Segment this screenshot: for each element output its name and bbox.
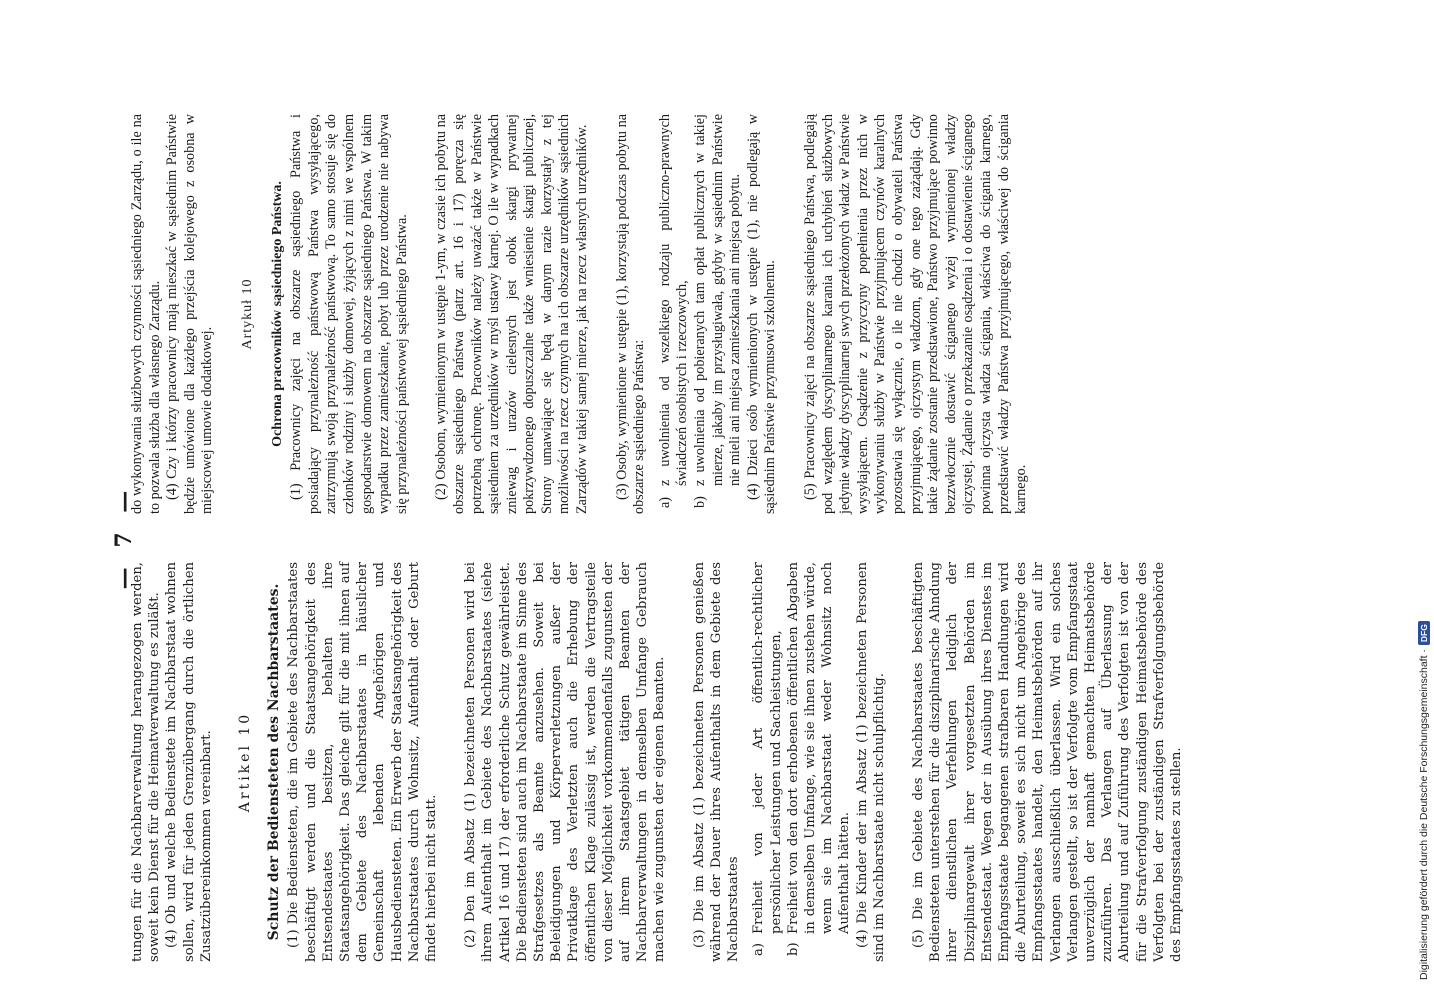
list-text: z uwolnienia od wszelkiego rodzaju publiczno-prawnych świadczeń osobistych i rzeczowych, [656,114,691,486]
list [657,114,745,514]
list-text: z uwolnienia od pobieranych tam opłat publicznych w takiej mierze, jakaby im przysługiwała, gdyby w sąsiednim Państwie nie mieli ani miejsca zamieszkania ani miejsca pobytu. [692,114,744,486]
list-marker: a) [751,942,767,956]
article-title: Artikel 10 [237,711,254,813]
list-item [692,114,745,514]
page-number: — 7 — [111,484,137,590]
digitization-note-text: Digitalisierung gefördert durch die Deutsche Forschungsgemeinschaft · [1418,649,1430,980]
paragraph: (4) Czy i którzy pracownicy mają mieszkać w sąsiednim Państwie będzie umówione dla każdego przejścia kolejowego z osobna w miejscowej umowie dodatkowej. [164,114,216,514]
paragraph: (4) Ob und welche Bedienstete im Nachbarstaat wohnen sollen, wird für jeden Grenzübergang durch die örtlichen Zusatzübereinkommen vereinbart. [164,562,214,962]
paragraph: (3) Osoby, wymienione w ustępie (1), korzystają podczas pobytu na obszarze sąsiedniego Państwa: [613,114,648,514]
digitization-note [1418,621,1430,980]
list-text: Freiheit von jeder Art öffentlich-rechtlicher persönlicher Leistungen und Sachleistungen, [751,562,784,934]
paragraph: (3) Die im Absatz (1) bezeichneten Personen genießen während der Dauer ihres Aufenthalts in dem Gebiete des Nachbarstaates [691,562,742,962]
paragraph: (1) Pracownicy zajęci na obszarze sąsiedniego Państwa i posiadający przynależność państwową Państwa wysyłającego, zatrzymują swoją przynależność państwową. To samo stosuje się do członków rodziny i służby domowej, żyjących z nimi we wspólnem gospodarstwie domowem na obszarze sąsiedniego Państwa. W takim wypadku przez zamieszkanie, pobyt lub przez urodzenie nie nabywa się przynależności państwowej sąsiedniego Państwa. [288,114,410,514]
dfg-logo: DFG [1418,621,1430,645]
paragraph: tungen für die Nachbarverwaltung herangezogen werden, soweit kein Dienst für die Heimatverwaltung es zuläßt. [130,562,163,962]
article-title: Artykuł 10 [239,278,255,350]
paragraph: (2) Den im Absatz (1) bezeichneten Personen wird bei ihrem Aufenthalt im Gebiete des Nachbarstaates (siehe Artikel 16 und 17) der erforderliche Schutz gewährleistet. Die Bediensteten sind auch im Nachbarstaate im Sinne des Strafgesetzes als Beamte anzusehen. Soweit bei Beleidigungen und Körperverletzungen außer der Privatklage des Verletzten auch die Erhebung der öffentlichen Klage zulässig ist, werden die Vertragsteile von dieser Möglichkeit vorkommendenfalls zugunsten der auf ihrem Staatsgebiet tätigen Beamten der Nachbarverwaltungen in demselben Umfange Gebrauch machen wie zugunsten der eigenen Beamten. [463,562,668,962]
paragraph: (2) Osobom, wymienionym w ustępie 1-ym, w czasie ich pobytu na obszarze sąsiedniego Państwa (patrz art. 16 i 17) poręcza się potrzebną ochronę. Pracowników należy uważać także w Państwie sąsiedniem za urzędników w myśl ustawy karnej. O ile w wypadkach zniewag i urazów cielesnych jest obok skargi prywatnej pokrzywdzonego dopuszczalne także wniesienie skargi publicznej, Strony umawiające się będą w danym razie korzystały z tej możliwości na rzecz czynnych na ich obszarze urzędników sąsiednich Zarządów w takiej samej mierze, jak na rzecz własnych urzędników. [433,114,591,514]
paragraph: (1) Die Bediensteten, die im Gebiete des Nachbarstaates beschäftigt werden und die Staatsangehörigkeit des Entsendestaates besitzen, behalten ihre Staatsangehörigkeit. Das gleiche gilt für die mit ihnen auf dem Gebiete des Nachbarstaates in häuslicher Gemeinschaft lebenden Angehörigen und Hausbediensteten. Ein Erwerb der Staatsangehörigkeit des Nachbarstaates durch Wohnsitz, Aufenthalt oder Geburt findet hierbei nicht statt. [286,562,440,962]
article-heading: Schutz der Bediensteten des Nachbarstaates. [266,583,283,941]
paragraph: (4) Die Kinder der im Absatz (1) bezeichneten Personen sind im Nachbarstaate nicht schulpflichtig. [854,562,887,962]
polish-column [129,114,1031,514]
list-marker: b) [692,496,709,508]
paragraph: (5) Die im Gebiete des Nachbarstaates beschäftigten Bediensteten unterstehen für die disziplinarische Ahndung ihrer dienstlichen Verfehlungen lediglich der Disziplinargewalt ihrer vorgesetzten Behörden im Entsendestaat. Wegen der in Ausübung ihres Dienstes im Empfangsstaate begangenen strafbaren Handlungen wird die Aburteilung, soweit es sich nicht um Angehörige des Empfangsstaates handelt, den Heimatsbehörden auf ihr Verlangen ausschließlich überlassen. Wird ein solches Verlangen gestellt, so ist der Verfolgte vom Empfangsstaat unverzüglich der namhaft gemachten Heimatsbehörde zuzuführen. Das Verlangen auf Überlassung der Aburteilung und auf Zuführung des Verfolgten ist von der für die Strafverfolgung zuständigen Heimatsbehörde des Verfolgten bei der zuständigen Strafverfolgungsbehörde des Empfangsstaates zu stellen. [910,562,1184,962]
list-text: Freiheit von den dort erhobenen öffentlichen Abgaben in demselben Umfange, wie sie ihnen zustehen würde, wenn sie im Nachbarstaat weder Wohnsitz noch Aufenthalt hätten. [785,562,853,934]
paragraph: (5) Pracownicy zajęci na obszarze sąsiedniego Państwa, podlegają pod względem dyscyplinarnego karania ich uchybień służbowych jedynie władzy dyscyplinarnej swych przełożonych władz w Państwie wysyłającem. Osądzenie z przyczyny popełnienia przez nich w wykonywaniu służby w Państwie przyjmującem czynów karalnych pozostawia się wyłącznie, o ile nie chodzi o obywateli Państwa przyjmującego, ojczystym władzom, gdy one tego zażądają. Gdy takie żądanie zostanie przedstawione, Państwo przyjmujące powinno bezzwłocznie dostawić ściganego wyżej wymienionej władzy ojczystej. Żądanie o przekazanie osądzenia i o dostawienie ściganego powinna ojczysta władza ścigania, właściwa do ścigania karnego, przedstawić władzy Państwa przyjmującego, właściwej do ścigania karnego. [802,114,1030,514]
list-marker: a) [656,496,673,508]
list-item [657,114,692,514]
list [750,562,853,962]
list-marker: b) [785,942,801,956]
german-column [129,562,1185,962]
list-item [750,562,784,962]
article-heading: Ochrona pracowników sąsiedniego Państwa. [269,181,285,447]
paragraph: (4) Dzieci osób wymienionych w ustępie (1), nie podlegają w sąsiednim Państwie przymusowi szkolnemu. [744,114,779,514]
paragraph: do wykonywania służbowych czynności sąsiedniego Zarządu, o ile na to pozwala służba dla własnego Zarządu. [129,114,163,514]
list-item [785,562,854,962]
rotated-page [105,102,1305,972]
